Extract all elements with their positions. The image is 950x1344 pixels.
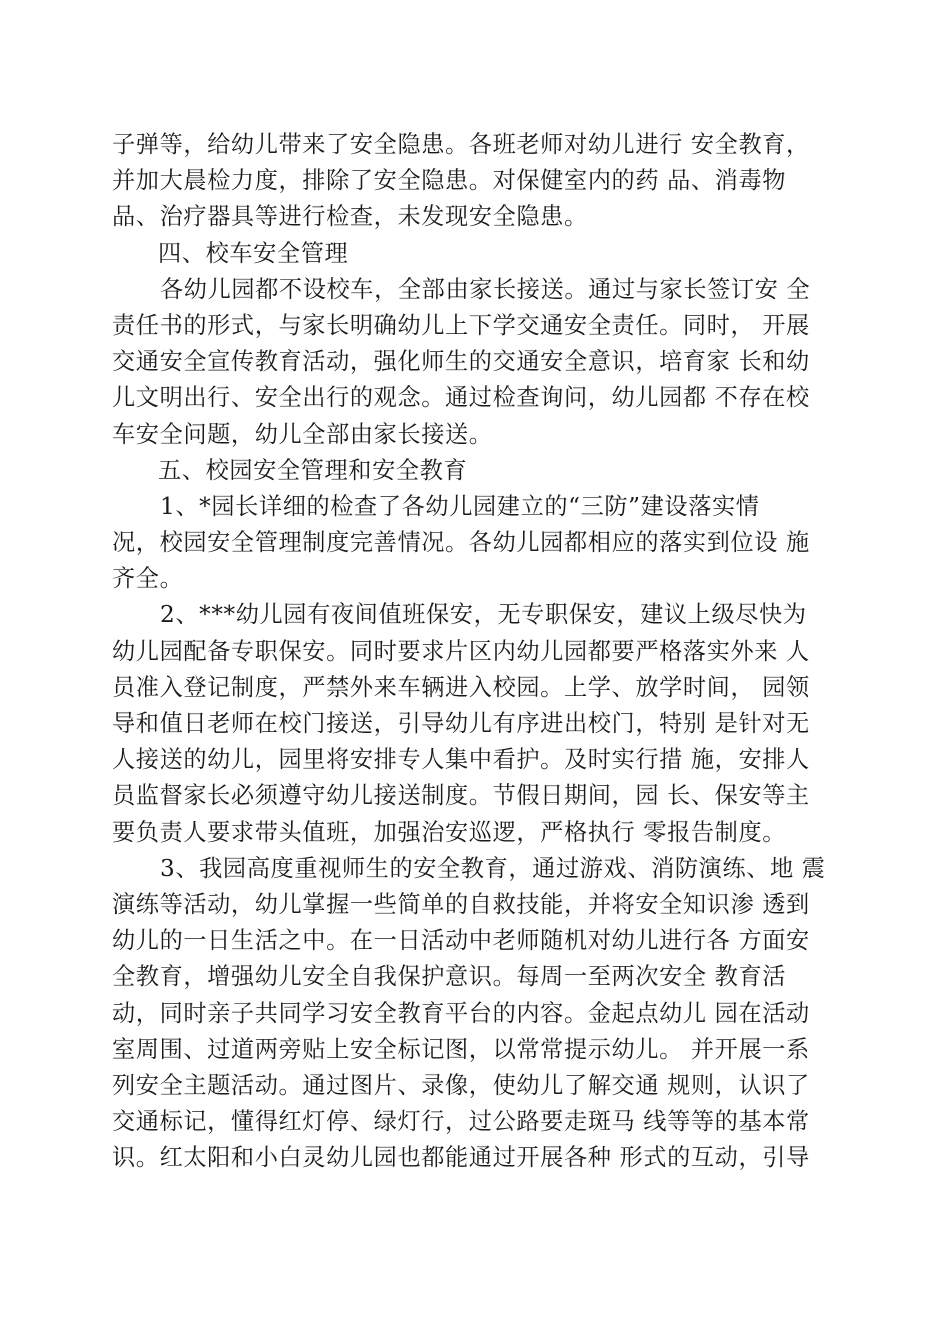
document-body xyxy=(112,127,852,1176)
text-line: 员准入登记制度，严禁外来车辆进入校园。上学、放学时间， 园领 xyxy=(112,673,810,701)
text-line: 识。红太阳和小白灵幼儿园也都能通过开展各种 形式的互动，引导 xyxy=(112,1144,810,1172)
text-line: 儿文明出行、安全出行的观念。通过检查询问，幼儿园都 不存在校 xyxy=(112,384,810,412)
text-line: 齐全。 xyxy=(112,565,184,593)
text-line: 交通标记，懂得红灯停、绿灯行，过公路要走斑马 线等等的基本常 xyxy=(112,1108,810,1136)
text-line: 子弹等，给幼儿带来了安全隐患。各班老师对幼儿进行 安全教育， xyxy=(112,131,810,158)
text-line: 要负责人要求带头值班，加强治安巡逻，严格执行 零报告制度。 xyxy=(112,818,787,846)
text-line: 幼儿的一日生活之中。在一日活动中老师随机对幼儿进行各 方面安 xyxy=(112,927,810,955)
text-line: 人接送的幼儿，园里将安排专人集中看护。及时实行措 施，安排人 xyxy=(112,746,810,774)
text-line: 导和值日老师在校门接送，引导幼儿有序进出校门，特别 是针对无 xyxy=(112,710,810,737)
text-line: 员监督家长必须遵守幼儿接送制度。节假日期间，园 长、保安等主 xyxy=(112,782,810,810)
paragraph-start-line: 各幼儿园都不设校车，全部由家长接送。通过与家长签订安 全 xyxy=(160,275,811,303)
section-heading: 五、校园安全管理和安全教育 xyxy=(158,456,468,484)
text-line: 品、治疗器具等进行检查，未发现安全隐患。 xyxy=(112,203,588,231)
text-line: 幼儿园配备专职保安。同时要求片区内幼儿园都要严格落实外来 人 xyxy=(112,637,810,665)
text-line: 室周围、过道两旁贴上安全标记图，以常常提示幼儿。 并开展一系 xyxy=(112,1035,810,1063)
section-heading: 四、校车安全管理 xyxy=(158,239,349,267)
text-line: 动，同时亲子共同学习安全教育平台的内容。金起点幼儿 园在活动 xyxy=(112,999,810,1027)
paragraph-start-line: 3、我园高度重视师生的安全教育，通过游戏、消防演练、地 震 xyxy=(160,854,826,882)
text-line: 演练等活动，幼儿掌握一些简单的自救技能，并将安全知识渗 透到 xyxy=(112,890,810,918)
text-line: 责任书的形式，与家长明确幼儿上下学交通安全责任。同时， 开展 xyxy=(112,311,810,339)
paragraph-start-line: 2、***幼儿园有夜间值班保安，无专职保安，建议上级尽快为 xyxy=(160,601,807,629)
text-line: 全教育，增强幼儿安全自我保护意识。每周一至两次安全 教育活 xyxy=(112,963,787,991)
text-line: 交通安全宣传教育活动，强化师生的交通安全意识，培育家 长和幼 xyxy=(112,348,810,376)
text-line: 况，校园安全管理制度完善情况。各幼儿园都相应的落实到位设 施 xyxy=(112,529,810,557)
text-line: 并加大晨检力度，排除了安全隐患。对保健室内的药 品、消毒物 xyxy=(112,167,787,195)
text-line: 车安全问题，幼儿全部由家长接送。 xyxy=(112,420,493,448)
paragraph-start-line: 1、*园长详细的检查了各幼儿园建立的“三防”建设落实情 xyxy=(160,492,760,520)
text-line: 列安全主题活动。通过图片、录像，使幼儿了解交通 规则，认识了 xyxy=(112,1071,810,1099)
